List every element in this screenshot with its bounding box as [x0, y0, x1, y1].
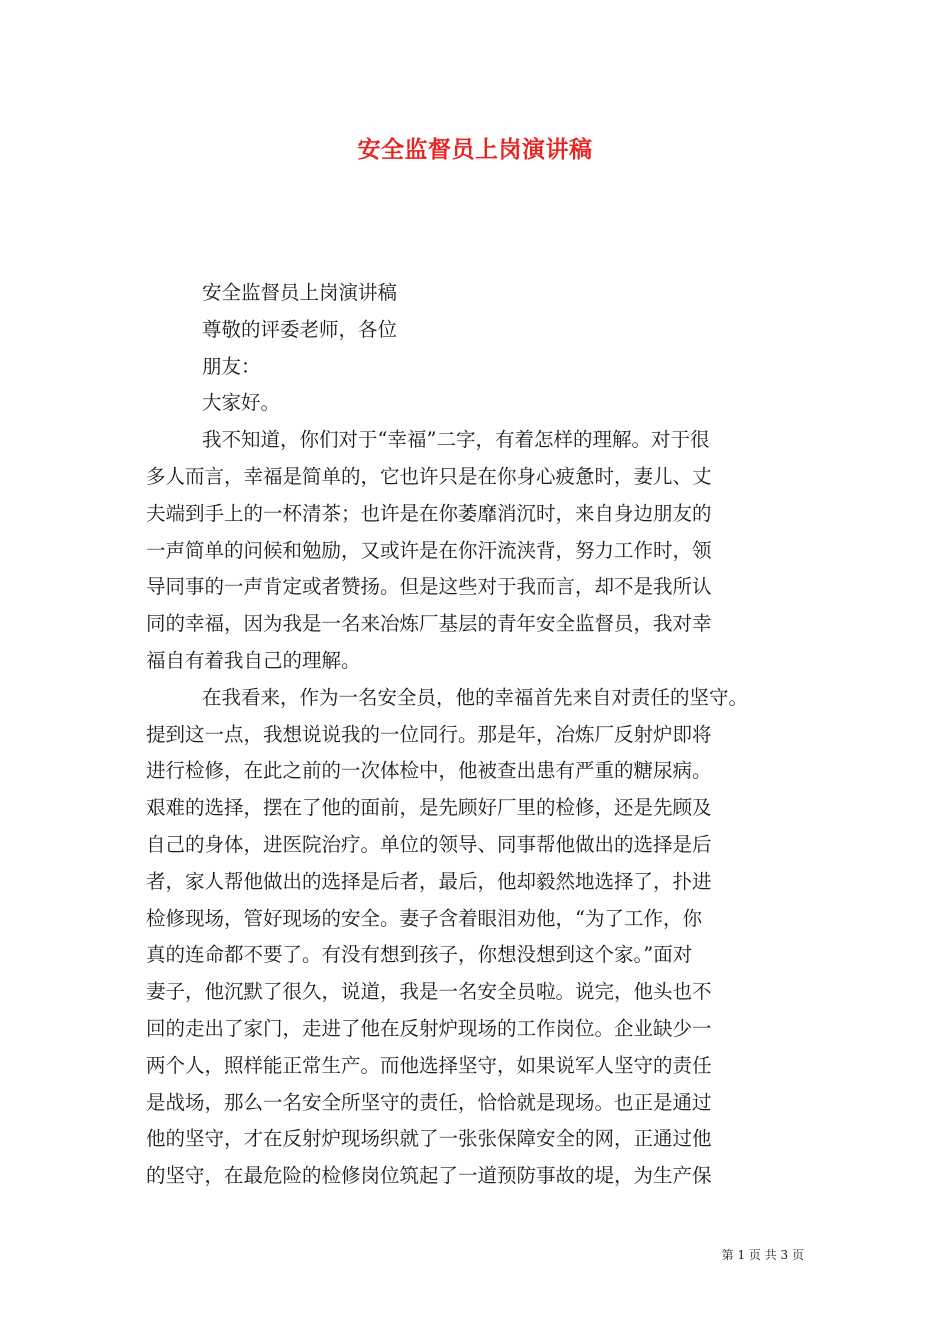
- body-line: 回的走出了家门，走进了他在反射炉现场的工作岗位。企业缺少一: [146, 1016, 712, 1040]
- body-line: 大家好。: [202, 391, 281, 415]
- body-line: 安全监督员上岗演讲稿: [202, 281, 398, 304]
- document-title: 安全监督员上岗演讲稿: [357, 136, 593, 163]
- body-line: 艰难的选择，摆在了他的面前，是先顾好厂里的检修，还是先顾及: [146, 796, 712, 820]
- body-line: 多人而言，幸福是简单的，它也许只是在你身心疲惫时，妻儿、丈: [146, 464, 712, 488]
- body-line: 的坚守，在最危险的检修岗位筑起了一道预防事故的堤，为生产保: [146, 1164, 712, 1188]
- body-line: 检修现场，管好现场的安全。妻子含着眼泪劝他，“为了工作，你: [146, 906, 702, 930]
- body-line: 他的坚守，才在反射炉现场织就了一张张保障安全的网，正通过他: [146, 1127, 712, 1151]
- body-line: 我不知道，你们对于“幸福”二字，有着怎样的理解。对于很: [202, 428, 710, 452]
- body-line: 夫端到手上的一杯清茶；也许是在你萎靡消沉时，来自身边朋友的: [146, 501, 712, 525]
- body-line: 同的幸福，因为我是一名来冶炼厂基层的青年安全监督员，我对幸: [146, 612, 712, 636]
- body-line: 自己的身体，进医院治疗。单位的领导、同事帮他做出的选择是后: [146, 832, 712, 856]
- body-line: 导同事的一声肯定或者赞扬。但是这些对于我而言，却不是我所认: [146, 575, 712, 599]
- body-line: 真的连命都不要了。有没有想到孩子，你想没想到这个家。”面对: [146, 943, 693, 967]
- body-line: 进行检修，在此之前的一次体检中，他被查出患有严重的糖尿病。: [146, 759, 712, 783]
- body-line: 尊敬的评委老师，各位: [202, 317, 398, 341]
- body-line: 提到这一点，我想说说我的一位同行。那是年，冶炼厂反射炉即将: [146, 722, 712, 746]
- document-body: [146, 275, 806, 1195]
- body-line: 者，家人帮他做出的选择是后者，最后，他却毅然地选择了，扑进: [146, 869, 712, 893]
- body-line: 在我看来，作为一名安全员，他的幸福首先来自对责任的坚守。: [202, 685, 749, 709]
- page-number: 第 1 页 共 3 页: [721, 1248, 804, 1262]
- body-line: 一声简单的问候和勉励，又或许是在你汗流浃背，努力工作时，领: [146, 538, 712, 562]
- body-line: 妻子，他沉默了很久，说道，我是一名安全员啦。说完，他头也不: [146, 980, 712, 1004]
- body-line: 福自有着我自己的理解。: [146, 648, 361, 672]
- body-line: 两个人，照样能正常生产。而他选择坚守，如果说军人坚守的责任: [146, 1053, 712, 1077]
- body-line: 朋友：: [202, 354, 261, 378]
- body-line: 是战场，那么一名安全所坚守的责任，恰恰就是现场。也正是通过: [146, 1090, 712, 1114]
